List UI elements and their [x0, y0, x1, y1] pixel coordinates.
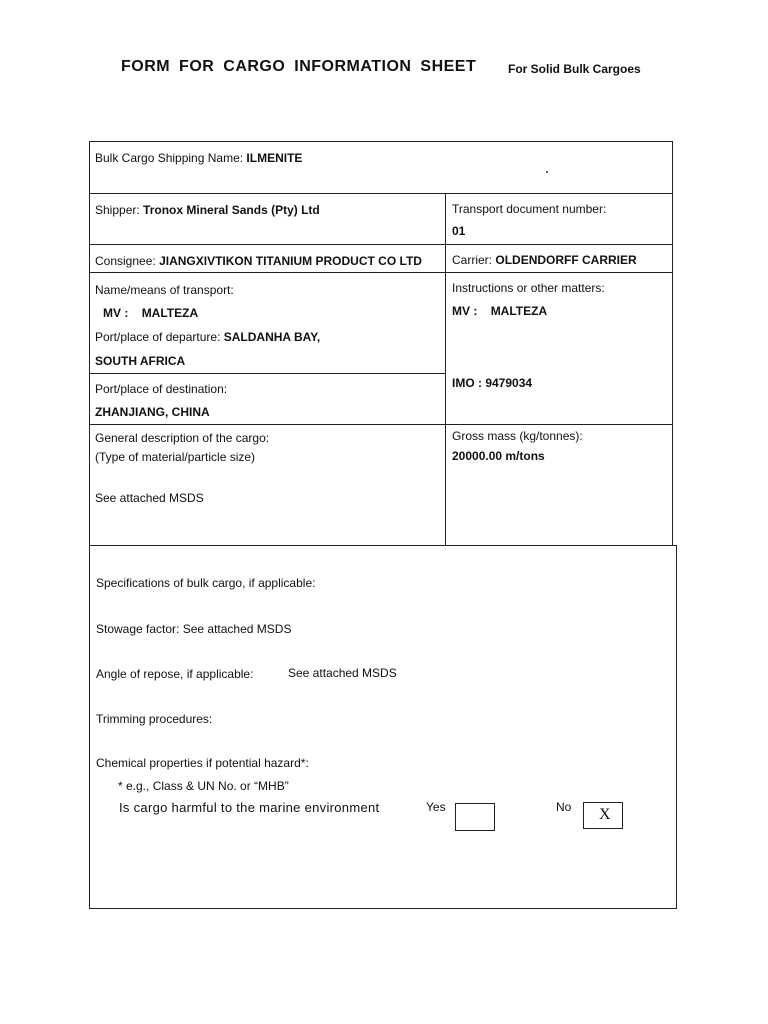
gross-mass-value: 20000.00 m/tons: [452, 449, 545, 463]
stowage-label: Stowage factor:: [96, 622, 180, 636]
form-title: FORM FOR CARGO INFORMATION SHEET: [121, 58, 477, 75]
form-border-right: [672, 141, 673, 546]
form-border-left: [89, 141, 90, 909]
shipping-name-label: Bulk Cargo Shipping Name:: [95, 151, 244, 165]
imo-number: IMO : 9479034: [452, 376, 533, 390]
row-divider: [89, 244, 673, 245]
general-description-value: See attached MSDS: [95, 491, 204, 505]
row-divider: [89, 193, 673, 194]
specifications-label: Specifications of bulk cargo, if applicable:: [96, 576, 316, 590]
transport-means-label: Name/means of transport:: [95, 283, 234, 297]
shipper-field: [95, 203, 320, 217]
row-divider: [89, 272, 673, 273]
shipper-value: Tronox Mineral Sands (Pty) Ltd: [143, 203, 320, 217]
instructions-label: Instructions or other matters:: [452, 281, 605, 295]
marine-no-label: No: [556, 800, 572, 814]
marine-question: Is cargo harmful to the marine environment: [119, 800, 380, 815]
stowage-field: [96, 622, 291, 636]
form-border-right-lower: [676, 546, 677, 909]
carrier-value: OLDENDORFF CARRIER: [495, 253, 637, 267]
departure-value-line2: SOUTH AFRICA: [95, 354, 186, 368]
gross-mass-label: Gross mass (kg/tonnes):: [452, 429, 583, 443]
shipping-name-value: ILMENITE: [246, 151, 303, 165]
general-description-sublabel: (Type of material/particle size): [95, 450, 256, 464]
instructions-mv: [452, 304, 547, 318]
marine-yes-label: Yes: [426, 800, 446, 814]
row-divider: [89, 545, 677, 546]
transport-means-mv: [103, 306, 198, 320]
transport-doc-value: 01: [452, 224, 466, 238]
chemical-label: Chemical properties if potential hazard*:: [96, 756, 309, 770]
carrier-field: [452, 253, 637, 267]
marine-no-mark: X: [599, 806, 611, 823]
angle-of-repose-label: Angle of repose, if applicable:: [96, 667, 254, 681]
column-divider: [445, 193, 446, 545]
stowage-value: See attached MSDS: [182, 622, 292, 636]
shipping-name-field: [95, 151, 302, 165]
angle-of-repose-value: See attached MSDS: [288, 666, 397, 680]
consignee-label: Consignee:: [95, 254, 156, 268]
trimming-label: Trimming procedures:: [96, 712, 213, 726]
form-subtitle: For Solid Bulk Cargoes: [508, 62, 641, 76]
marine-yes-checkbox[interactable]: [455, 803, 495, 831]
departure-label: Port/place of departure:: [95, 330, 221, 344]
transport-doc-label: Transport document number:: [452, 202, 607, 216]
form-border-bottom: [89, 908, 677, 909]
marine-no-checkbox[interactable]: [583, 802, 623, 829]
shipper-label: Shipper:: [95, 203, 140, 217]
departure-value-line1: SALDANHA BAY,: [223, 330, 321, 344]
mv-value: MALTEZA: [141, 306, 199, 320]
departure-field: [95, 330, 320, 344]
mv-label: MV :: [103, 306, 129, 320]
form-border-top: [89, 141, 673, 142]
consignee-field: [95, 254, 422, 268]
speck: [546, 171, 548, 173]
general-description-label: General description of the cargo:: [95, 431, 270, 445]
row-divider: [89, 424, 673, 425]
chemical-footnote: * e.g., Class & UN No. or “MHB”: [118, 779, 289, 793]
destination-value: ZHANJIANG, CHINA: [95, 405, 210, 419]
row-divider: [89, 373, 446, 374]
consignee-value: JIANGXIVTIKON TITANIUM PRODUCT CO LTD: [159, 254, 422, 268]
instructions-mv-value: MALTEZA: [490, 304, 548, 318]
instructions-mv-label: MV :: [452, 304, 478, 318]
destination-label: Port/place of destination:: [95, 382, 228, 396]
carrier-label: Carrier:: [452, 253, 493, 267]
